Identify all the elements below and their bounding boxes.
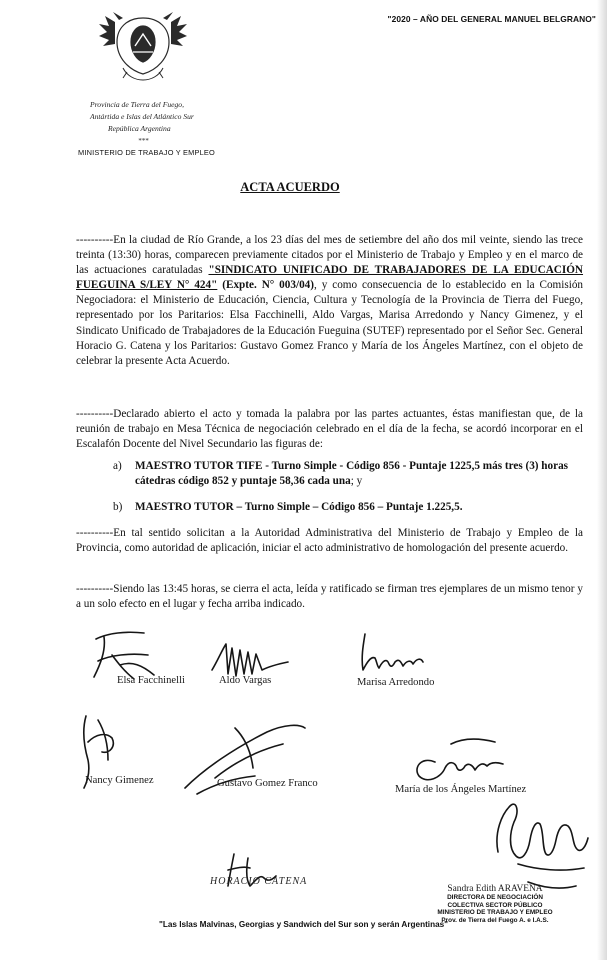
paragraph-3: ----------En tal sentido solicitan a la Autoridad Administrativa del Ministerio de Trabajo y Empleo de la Provincia, como autoridad de aplicación, iniciar el acto administrativo de homologación del presente acuerdo.	[76, 527, 583, 555]
province-stars: ***	[138, 137, 149, 145]
official-name: Sandra Edith ARAVENA	[447, 884, 543, 894]
document-title: ACTA ACUERDO	[240, 180, 340, 194]
official-title-line-4: Prov. de Tierra del Fuego A. e I.A.S.	[441, 916, 549, 924]
footer-motto: "Las Islas Malvinas, Georgias y Sandwich del Sur son y serán Argentinas"	[158, 920, 449, 929]
signature-name-vargas: Aldo Vargas	[219, 675, 272, 686]
list-item-text: MAESTRO TUTOR – Turno Simple – Código 856 – Puntaje 1.225,5.	[135, 501, 463, 513]
province-line-1: Provincia de Tierra del Fuego,	[90, 100, 184, 109]
list-item-letter: a)	[113, 460, 122, 472]
paragraph-2: ----------Declarado abierto el acto y tomada la palabra por las partes actuantes, éstas manifiestan que, de la reunión de trabajo en Mesa Técnica de negociación celebrado en el día de la fecha, se acordó incorporar en el Escalafón Docente del Nivel Secundario las figuras de:	[76, 408, 583, 451]
header-motto: "2020 – AÑO DEL GENERAL MANUEL BELGRANO"	[387, 14, 596, 24]
official-title-line-3: MINISTERIO DE TRABAJO Y EMPLEO	[437, 909, 553, 917]
ministry-name: MINISTERIO DE TRABAJO Y EMPLEO	[78, 148, 216, 157]
province-line-3: República Argentina	[108, 124, 171, 133]
list-item-tail: ; y	[350, 475, 363, 488]
paragraph-4: ----------Siendo las 13:45 horas, se cierra el acta, leída y ratificado se firman tres ejemplares de un mismo tenor y a un solo efecto en el lugar y fecha arriba indicado.	[76, 583, 583, 611]
list-item-text: MAESTRO TUTOR TIFE - Turno Simple - Código 856 - Puntaje 1225,5 más tres (3) horas cátedras código 852 y puntaje 58,36 cada una	[135, 460, 569, 488]
signature-name-martinez: María de los Ángeles Martínez	[395, 784, 527, 795]
list-item-letter: b)	[113, 501, 123, 513]
signature-name-gimenez: Nancy Gimenez	[85, 775, 154, 786]
page-edge-shadow	[597, 0, 607, 960]
official-title-line-1: DIRECTORA DE NEGOCIACIÓN	[447, 894, 543, 901]
paragraph-1-part1: ----------En la ciudad de Río Grande, a los 23 días del mes de setiembre del año dos mil veinte, siendo las trece treinta (13:30) horas, comparecen previamente citados por el Ministerio de Trabajo y Empleo y en el marco de las actuaciones caratuladas	[76, 234, 583, 277]
province-line-2: Antártida e Islas del Atlántico Sur	[90, 112, 194, 121]
list-item	[113, 459, 583, 489]
signature-name-facchinelli: Elsa Facchinelli	[117, 675, 185, 686]
signature-name-catena-handwritten: HORACIO CATENA	[210, 876, 308, 887]
provincial-emblem-icon	[97, 12, 189, 84]
signature-name-gomez-franco: Gustavo Gomez Franco	[217, 778, 318, 789]
signature-martinez-scribble	[405, 732, 515, 792]
paragraph-1-part2: , y como consecuencia de lo establecido en la Comisión Negociadora: el Ministerio de Educación, Ciencia, Cultura y Tecnología de la Provincia de Tierra del Fuego, representado por los Paritarios: Elsa Facchinelli, Aldo Vargas, Marisa Arredondo y Nancy Gimenez, y el Sindicato Unificado de Trabajadores de la Educación Fueguina (SUTEF) representado por el Señor Sec. General Horacio G. Catena y los Paritarios: Gustavo Gomez Franco y María de los Ángeles Martínez, con el objeto de celebrar la presente Acta Acuerdo.	[76, 279, 584, 367]
paragraph-1	[76, 233, 583, 369]
list-item	[113, 500, 583, 515]
official-stamp	[415, 884, 575, 924]
case-number: (Expte. N° 003/04)	[217, 279, 314, 292]
signature-name-arredondo: Marisa Arredondo	[357, 677, 435, 688]
signature-arredondo-scribble	[355, 628, 445, 678]
case-title: "SINDICATO UNIFICADO DE TRABAJADORES DE LA EDUCACIÓN FUEGUINA S/LEY N° 424"	[76, 264, 584, 292]
official-title-line-2: COLECTIVA SECTOR PÚBLICO	[447, 901, 543, 909]
